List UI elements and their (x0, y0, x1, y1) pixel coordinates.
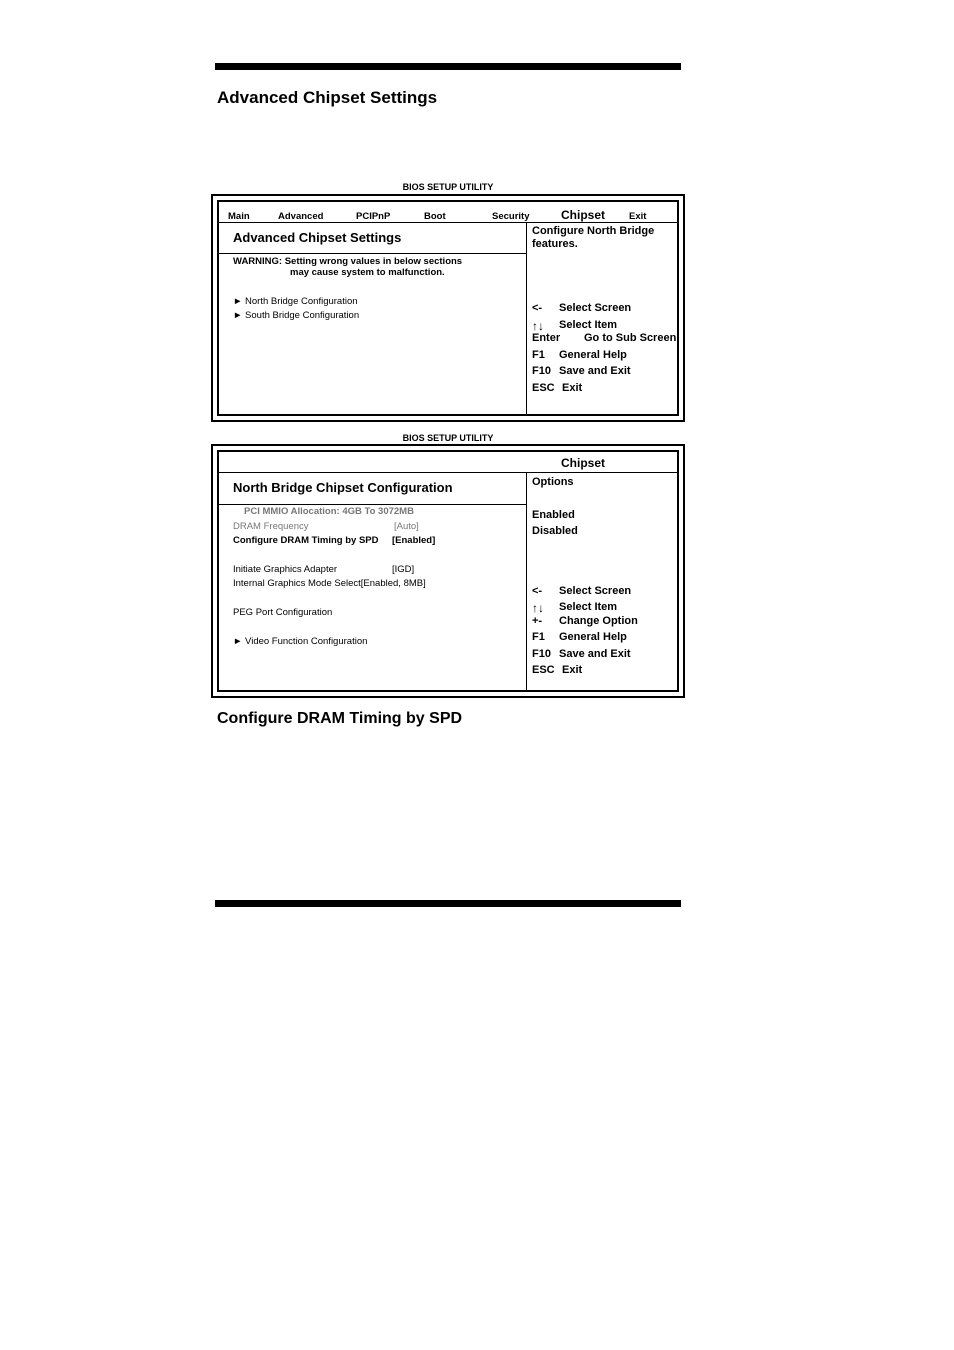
key-updown-desc: Select Item (559, 319, 618, 331)
video-function-configuration[interactable]: ► Video Function Configuration (233, 636, 368, 647)
menu-exit[interactable]: Exit (629, 211, 647, 222)
initiate-graphics-adapter-value[interactable]: [IGD] (392, 564, 415, 575)
key-esc: ESC (532, 664, 555, 676)
key-f1: F1 (532, 631, 545, 643)
key-esc: ESC (532, 382, 555, 394)
key-esc-desc: Exit (562, 664, 583, 676)
bios-screen-chipset (211, 194, 685, 422)
bios-screen-inner (217, 200, 679, 416)
key-updown-desc: Select Item (559, 601, 618, 613)
section-title: Advanced Chipset Settings (217, 88, 438, 107)
key-left: <- (532, 585, 543, 597)
top-rule (215, 63, 681, 70)
key-updown: ↑↓ (532, 319, 544, 333)
internal-graphics-mode-row (233, 578, 426, 589)
key-plusminus: +- (532, 615, 543, 627)
help-divider (526, 222, 527, 414)
title-divider (219, 253, 526, 254)
internal-graphics-mode-value[interactable]: [Enabled, 8MB] (360, 578, 426, 589)
key-enter-desc: Go to Sub Screen (584, 332, 677, 344)
option-enabled[interactable]: Enabled (532, 509, 575, 521)
bottom-rule (215, 900, 681, 907)
menu-divider (219, 222, 677, 223)
help-divider (526, 472, 527, 690)
menu-boot[interactable]: Boot (424, 211, 446, 222)
key-f1-desc: General Help (559, 349, 627, 361)
screen-title: Advanced Chipset Settings (233, 230, 402, 245)
key-left: <- (532, 302, 543, 314)
menu-advanced[interactable]: Advanced (278, 211, 324, 222)
key-left-desc: Select Screen (559, 302, 632, 314)
south-bridge-configuration[interactable]: ► South Bridge Configuration (233, 310, 360, 321)
dram-timing-spd-value[interactable]: [Enabled] (392, 535, 436, 546)
key-f1: F1 (532, 349, 545, 361)
help-text-line-2: features. (532, 238, 578, 250)
screen-title: North Bridge Chipset Configuration (233, 480, 453, 495)
menu-security[interactable]: Security (492, 211, 530, 222)
bios-screen-inner-2 (217, 450, 679, 692)
internal-graphics-mode-label[interactable]: Internal Graphics Mode Select (233, 578, 361, 589)
menu-main[interactable]: Main (228, 211, 250, 222)
dram-frequency-label: DRAM Frequency (233, 521, 309, 532)
key-f10-desc: Save and Exit (559, 648, 631, 660)
bios-caption: BIOS SETUP UTILITY (402, 182, 494, 192)
menu-pcipnp[interactable]: PCIPnP (356, 211, 391, 222)
key-f1-desc: General Help (559, 631, 627, 643)
menu-chipset[interactable]: Chipset (561, 208, 606, 222)
key-plusminus-desc: Change Option (559, 615, 638, 627)
north-bridge-configuration[interactable]: ► North Bridge Configuration (233, 296, 358, 307)
key-enter: Enter (532, 332, 561, 344)
key-updown: ↑↓ (532, 601, 544, 615)
key-f10-desc: Save and Exit (559, 365, 631, 377)
initiate-graphics-adapter-label[interactable]: Initiate Graphics Adapter (233, 564, 338, 575)
key-left-desc: Select Screen (559, 585, 632, 597)
options-title: Options (532, 476, 574, 488)
key-f10: F10 (532, 648, 551, 660)
dram-timing-spd-label[interactable]: Configure DRAM Timing by SPD (233, 535, 379, 546)
option-disabled[interactable]: Disabled (532, 525, 578, 537)
help-text-line-1: Configure North Bridge (532, 225, 655, 237)
bios-caption-2: BIOS SETUP UTILITY (402, 433, 494, 443)
bottom-heading: Configure DRAM Timing by SPD (217, 710, 463, 727)
menu-chipset[interactable]: Chipset (561, 456, 606, 470)
warning-line-1: WARNING: Setting wrong values in below sections (233, 256, 463, 267)
bios-screen-north-bridge (211, 444, 685, 698)
key-f10: F10 (532, 365, 551, 377)
key-esc-desc: Exit (562, 382, 583, 394)
dram-frequency-value: [Auto] (394, 521, 419, 532)
pci-mmio-allocation: PCI MMIO Allocation: 4GB To 3072MB (244, 506, 414, 517)
title-divider (219, 504, 526, 505)
menu-divider (219, 472, 677, 473)
peg-port-configuration[interactable]: PEG Port Configuration (233, 607, 333, 618)
warning-line-2: may cause system to malfunction. (290, 267, 445, 278)
